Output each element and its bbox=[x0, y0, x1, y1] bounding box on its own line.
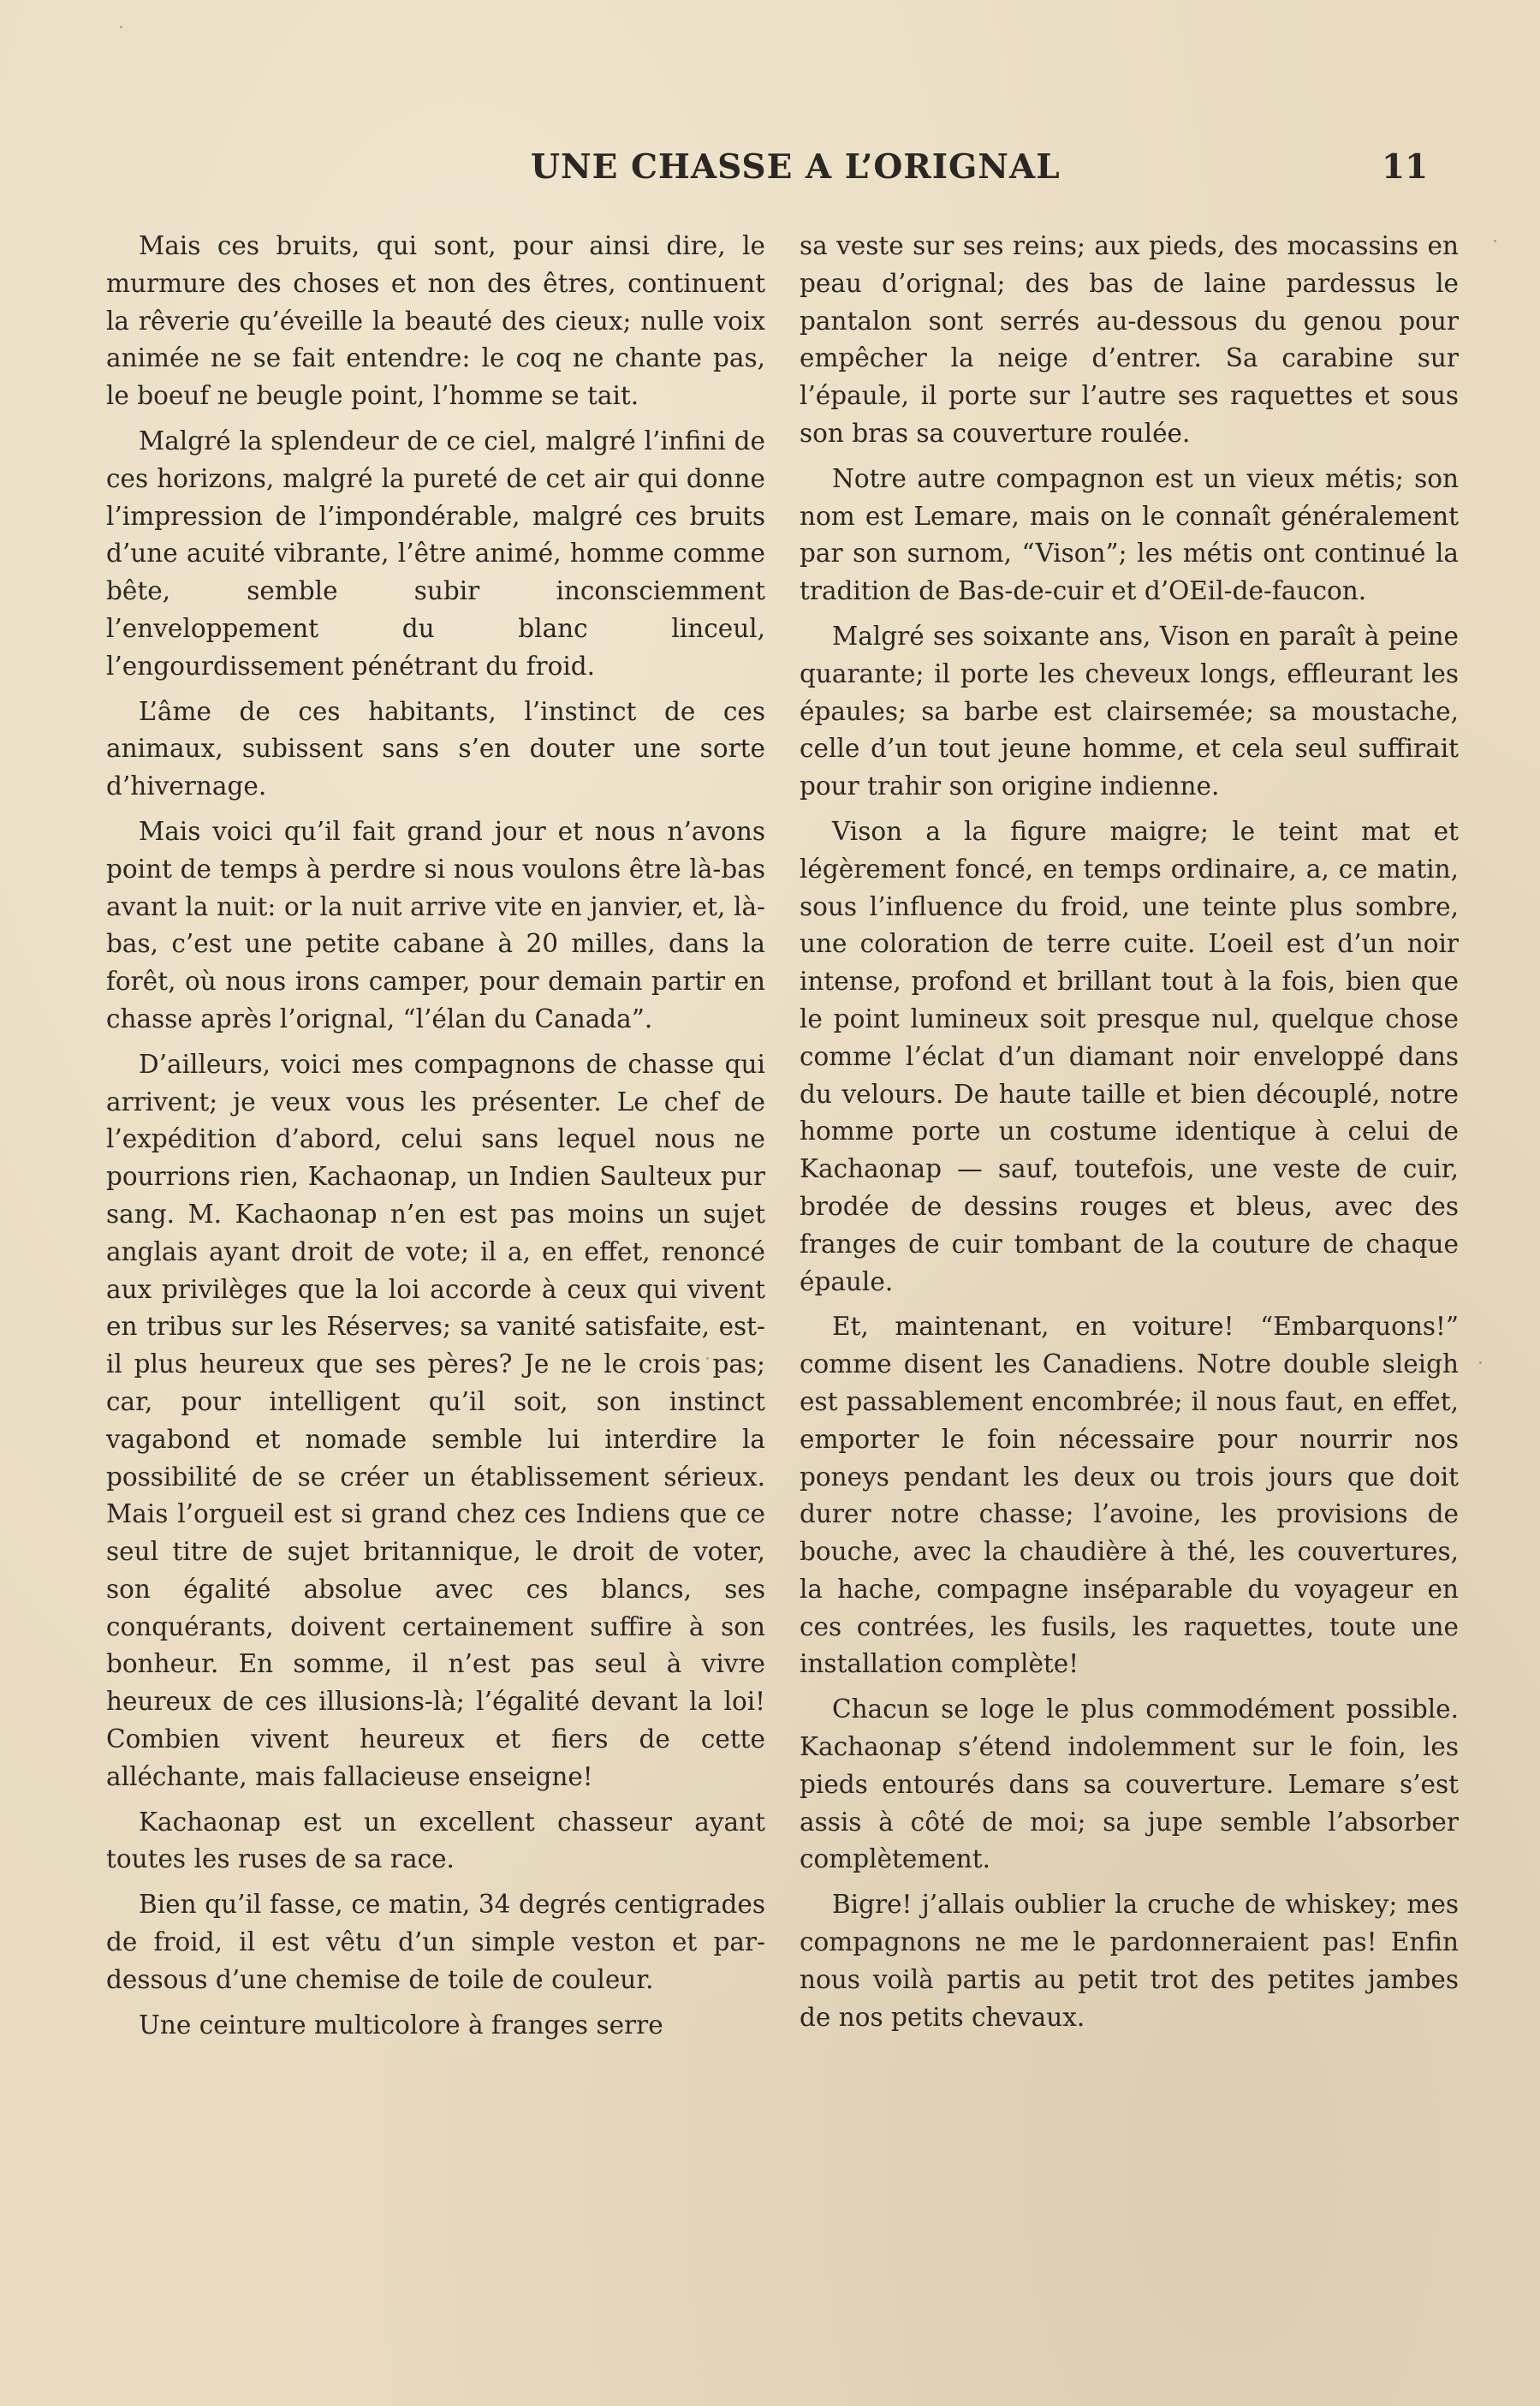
paragraph-continued: sa veste sur ses reins; aux pieds, des mocassins en peau d’orignal; des bas de laine pardessus le pantalon sont serrés au-dessous du genou pour empêcher la neige d’entrer. Sa carabine sur l’épaule, il porte sur l’autre ses raquettes et sous son bras sa couverture roulée. bbox=[800, 231, 1459, 448]
paragraph: Malgré la splendeur de ce ciel, malgré l’infini de ces horizons, malgré la pureté de cet air qui donne l’impression de l’impondérable, malgré ces bruits d’une acuité vibrante, l’être animé, homme comme bête, semble subir inconsciemment l’enveloppement du blanc linceul, l’engourdissement pénétrant du froid. bbox=[106, 426, 765, 681]
right-column bbox=[800, 228, 1459, 2044]
page-number: 11 bbox=[1382, 147, 1429, 187]
paragraph: Une ceinture multicolore à franges serre bbox=[139, 2010, 663, 2040]
paragraph: Malgré ses soixante ans, Vison en paraît à peine quarante; il porte les cheveux longs, effleurant les épaules; sa barbe est clairsemée; sa moustache, celle d’un tout jeune homme, et cela seul suffirait pour trahir son origine indienne. bbox=[800, 621, 1459, 801]
left-column bbox=[106, 228, 765, 2052]
paragraph: Bigre! j’allais oublier la cruche de whiskey; mes compagnons ne me le pardonneraient pas! Enfin nous voilà partis au petit trot des petites jambes de nos petits chevaux. bbox=[800, 1890, 1459, 2032]
paragraph: Bien qu’il fasse, ce matin, 34 degrés centigrades de froid, il est vêtu d’un simple veston et par-dessous d’une chemise de toile de couleur. bbox=[106, 1890, 765, 1994]
paper-speck bbox=[120, 26, 122, 28]
paragraph: Et, maintenant, en voiture! “Embarquons!” comme disent les Canadiens. Notre double sleigh est passablement encombrée; il nous faut, en effet, emporter le foin nécessaire pour nourrir nos poneys pendant les deux ou trois jours que doit durer notre chasse; l’avoine, les provisions de bouche, avec la chaudière à thé, les couvertures, la hache, compagne inséparable du voyageur en ces contrées, les fusils, les raquettes, toute une installation complète! bbox=[800, 1312, 1459, 1679]
paragraph: L’âme de ces habitants, l’instinct de ces animaux, subissent sans s’en douter une sorte d’hivernage. bbox=[106, 696, 765, 801]
paragraph: D’ailleurs, voici mes compagnons de chasse qui arrivent; je veux vous les présenter. Le chef de l’expédition d’abord, celui sans lequel nous ne pourrions rien, Kachaonap, un Indien Saulteux pur sang. M. Kachaonap n’en est pas moins un sujet anglais ayant droit de vote; il a, en effet, renoncé aux privilèges que la loi accorde à ceux qui vivent en tribus sur les Réserves; sa vanité satisfaite, est-il plus heureux que ses pères? Je ne le crois pas; car, pour intelligent qu’il soit, son instinct vagabond et nomade semble lui interdire la possibilité de se créer un établissement sérieux. Mais l’orgueil est si grand chez ces Indiens que ce seul titre de sujet britannique, le droit de voter, son égalité absolue avec ces blancs, ses conquérants, doivent certainement suffire à son bonheur. En somme, il n’est pas seul à vivre heureux de ces illusions-là; l’égalité devant la loi! Combien vivent heureux et fiers de cette alléchante, mais fallacieuse enseigne! bbox=[106, 1049, 765, 1791]
running-head bbox=[0, 147, 1540, 199]
paper-speck bbox=[1257, 1396, 1259, 1398]
paragraph: Notre autre compagnon est un vieux métis; son nom est Lemare, mais on le connaît généralement par son surnom, “Vison”; les métis ont continué la tradition de Bas-de-cuir et d’OEil-de-faucon. bbox=[800, 463, 1459, 606]
paragraph: Mais ces bruits, qui sont, pour ainsi dire, le murmure des choses et non des êtres, continuent la rêverie qu’éveille la beauté des cieux; nulle voix animée ne se fait entendre: le coq ne chante pas, le boeuf ne beugle point, l’homme se tait. bbox=[106, 231, 765, 411]
paragraph: Mais voici qu’il fait grand jour et nous n’avons point de temps à perdre si nous voulons être là-bas avant la nuit: or la nuit arrive vite en janvier, et, là-bas, c’est une petite cabane à 20 milles, dans la forêt, où nous irons camper, pour demain partir en chasse après l’orignal, “l’élan du Canada”. bbox=[106, 816, 765, 1033]
paragraph: Vison a la figure maigre; le teint mat et légèrement foncé, en temps ordinaire, a, ce matin, sous l’influence du froid, une teinte plus sombre, une coloration de terre cuite. L’oeil est d’un noir intense, profond et brillant tout à la fois, bien que le point lumineux soit presque nul, quelque chose comme l’éclat d’un diamant noir enveloppé dans du velours. De haute taille et bien découplé, notre homme porte un costume identique à celui de Kachaonap — sauf, toutefois, une veste de cuir, brodée de dessins rouges et bleus, avec des franges de cuir tombant de la couture de chaque épaule. bbox=[800, 816, 1459, 1296]
paper-speck bbox=[1479, 1361, 1482, 1364]
paper-speck bbox=[706, 1357, 709, 1360]
running-title: UNE CHASSE A L’ORIGNAL bbox=[531, 147, 1061, 187]
paper-speck bbox=[1494, 240, 1496, 242]
paragraph: Kachaonap est un excellent chasseur ayant toutes les ruses de sa race. bbox=[106, 1807, 765, 1874]
paragraph: Chacun se loge le plus commodément possible. Kachaonap s’étend indolemment sur le foin, les pieds entourés dans sa couverture. Lemare s’est assis à côté de moi; sa jupe semble l’absorber complètement. bbox=[800, 1694, 1459, 1874]
